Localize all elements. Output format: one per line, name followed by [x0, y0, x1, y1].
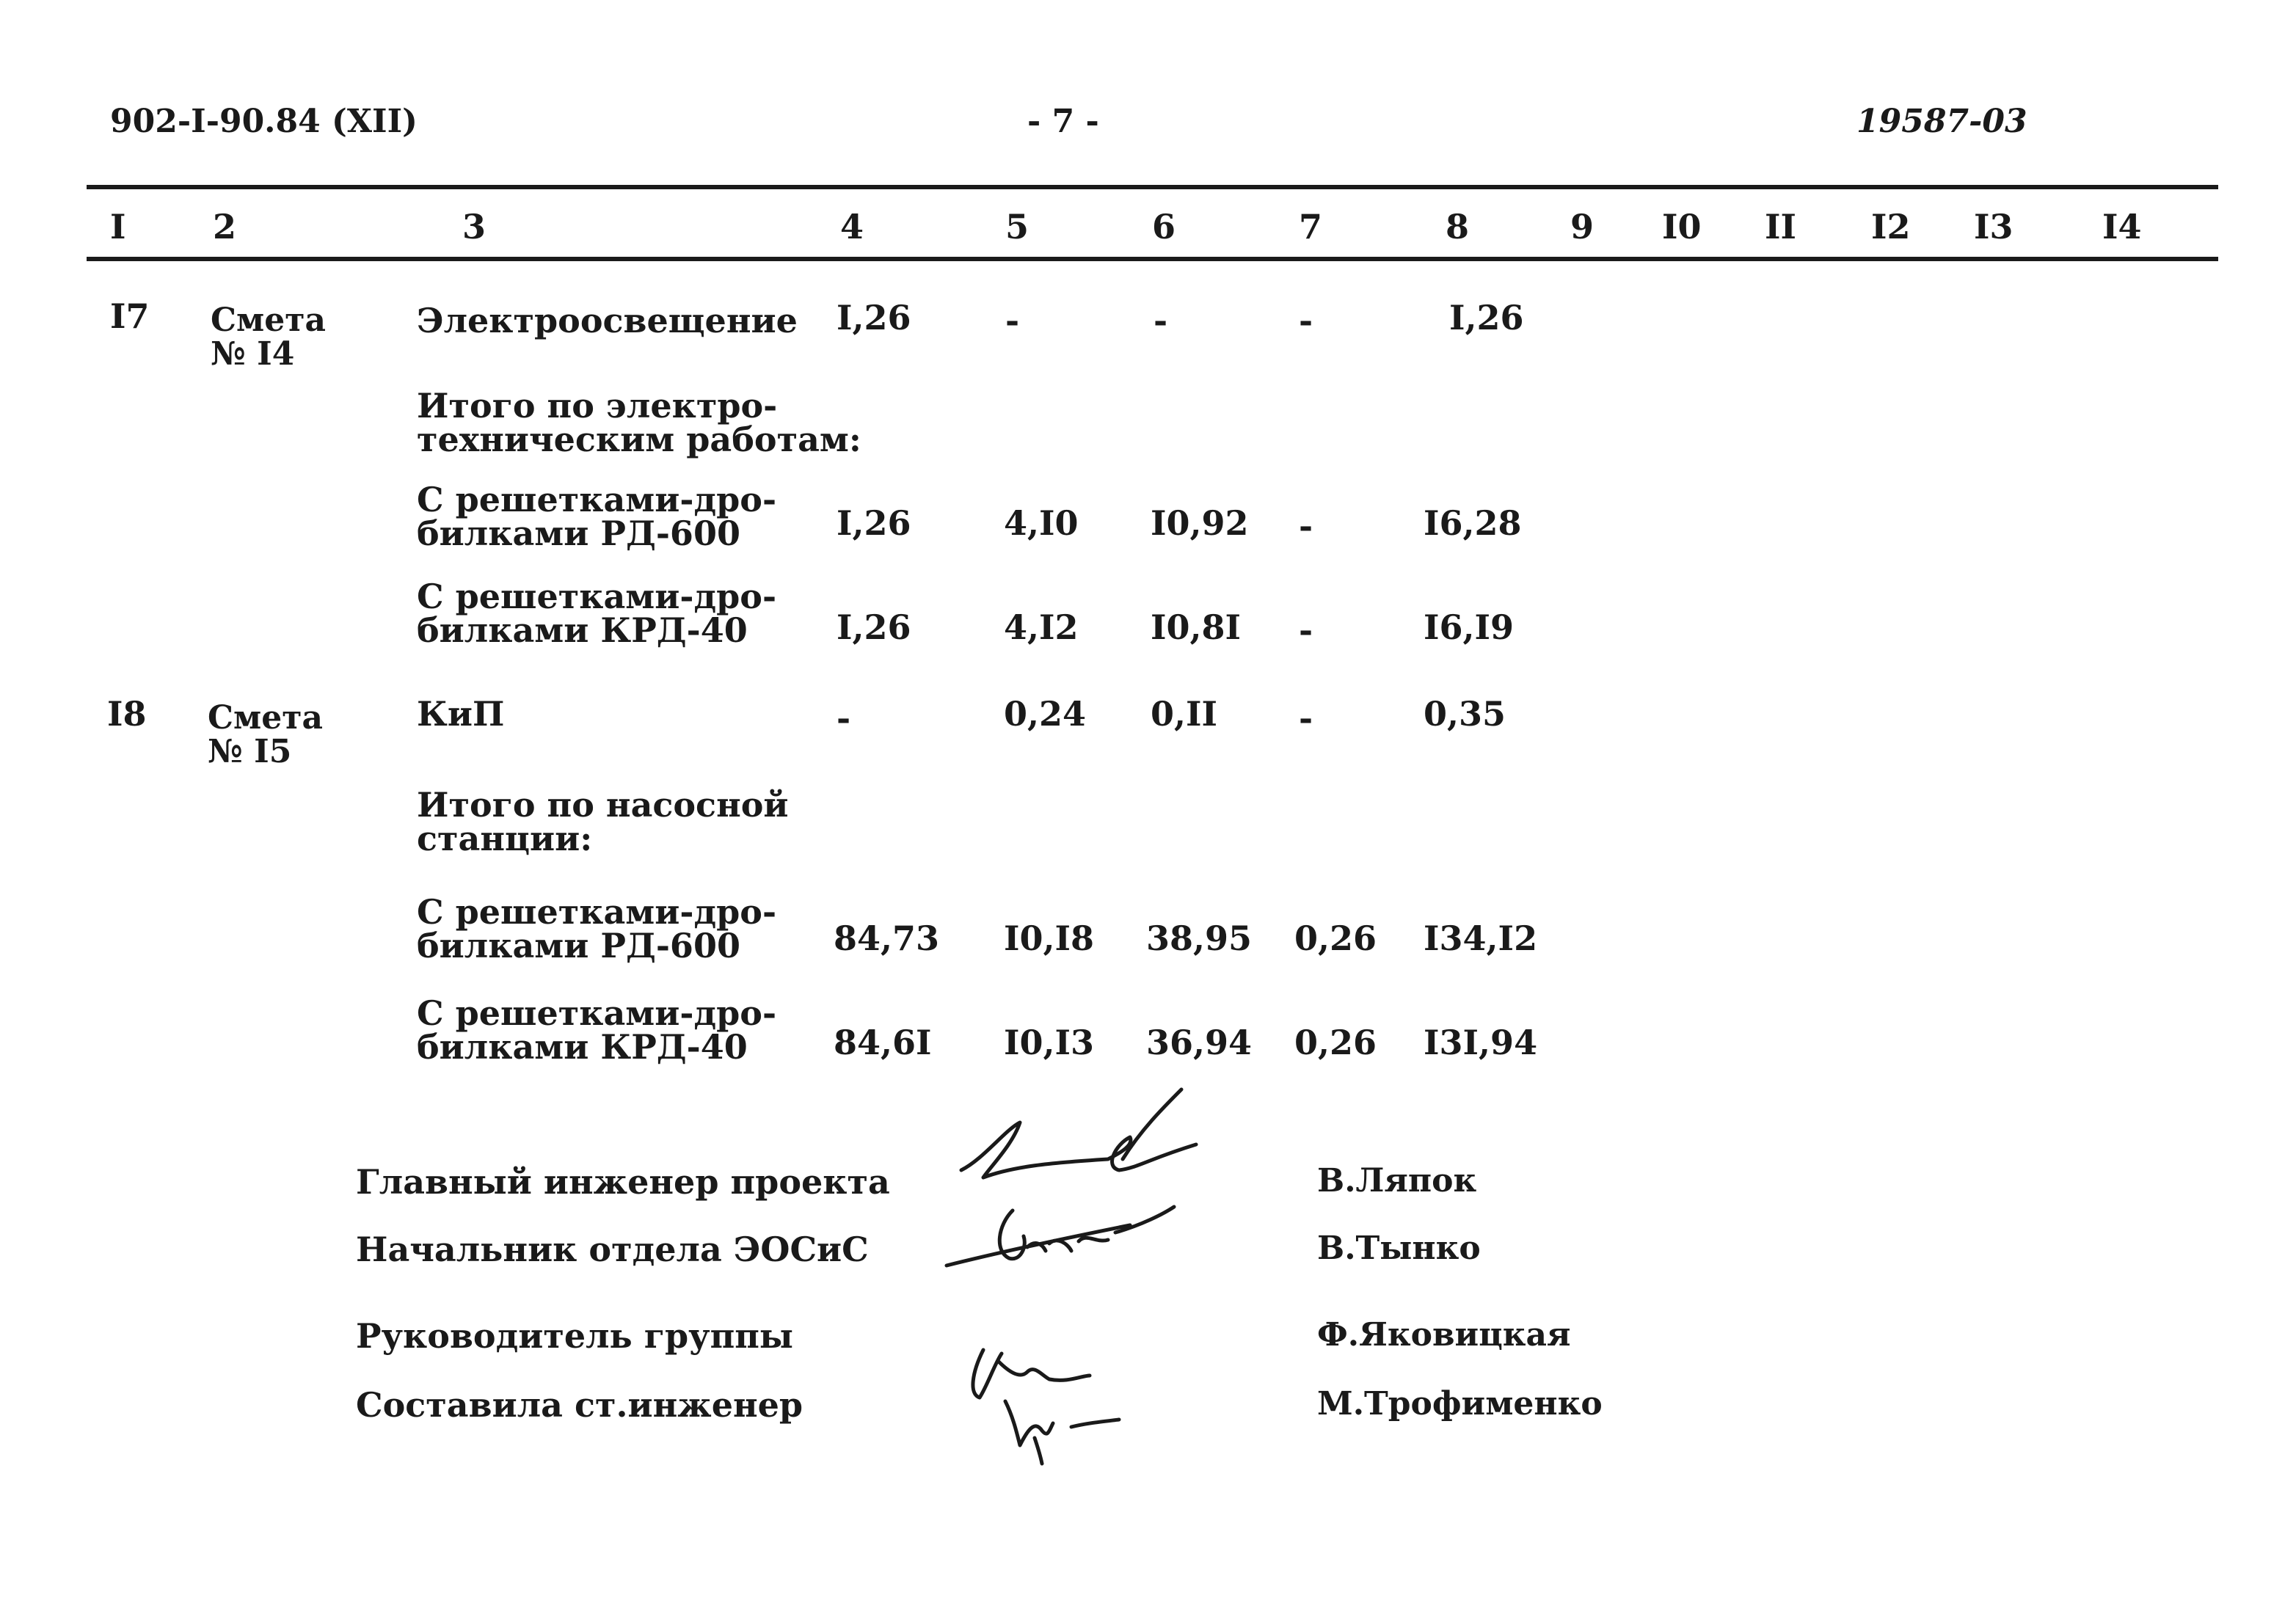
column-number-11: II — [1765, 207, 1797, 247]
document-code: 902-I-90.84 (XII) — [110, 103, 418, 140]
value-col-8: I,26 — [1449, 298, 1524, 337]
value-col-6: 0,II — [1151, 694, 1218, 734]
signatory-name: Ф.Яковицкая — [1317, 1316, 1571, 1354]
column-number-12: I2 — [1871, 207, 1911, 247]
value-col-5: I0,I3 — [1004, 1023, 1095, 1062]
value-col-5: 4,I2 — [1004, 607, 1079, 647]
archive-number: 19587-03 — [1856, 103, 2027, 140]
value-col-8: 0,35 — [1424, 694, 1506, 734]
value-col-4: I,26 — [837, 298, 911, 337]
value-col-5: 4,I0 — [1004, 503, 1079, 543]
value-col-7: - — [1299, 610, 1313, 650]
column-number-5: 5 — [1005, 207, 1029, 247]
value-col-5: I0,I8 — [1004, 919, 1095, 958]
value-col-8: I3I,94 — [1424, 1023, 1538, 1062]
value-col-8: I6,28 — [1424, 503, 1522, 543]
column-number-9: 9 — [1570, 207, 1595, 247]
signatory-name: В.Ляпок — [1317, 1162, 1477, 1199]
value-col-4: - — [837, 698, 851, 738]
column-number-4: 4 — [840, 207, 864, 247]
signatory-name: М.Трофименко — [1317, 1385, 1603, 1423]
value-col-6: I0,92 — [1151, 503, 1249, 543]
handwritten-signatures — [939, 1086, 1247, 1467]
value-col-4: 84,73 — [834, 919, 940, 958]
column-number-8: 8 — [1446, 207, 1470, 247]
estimate-ref: Смета № I5 — [208, 699, 324, 770]
column-number-1: I — [110, 207, 126, 247]
value-col-4: I,26 — [837, 503, 911, 543]
value-col-4: 84,6I — [834, 1023, 932, 1062]
work-name: КиП — [417, 694, 505, 734]
work-name: Электроосвещение — [417, 301, 798, 340]
value-col-6: 36,94 — [1146, 1023, 1253, 1062]
column-number-10: I0 — [1662, 207, 1702, 247]
value-col-7: 0,26 — [1294, 919, 1377, 958]
value-col-7: - — [1299, 506, 1313, 546]
column-number-14: I4 — [2102, 207, 2142, 247]
value-col-7: - — [1299, 698, 1313, 738]
signatory-name: В.Тынко — [1317, 1230, 1481, 1267]
column-number-6: 6 — [1152, 207, 1176, 247]
column-number-3: 3 — [462, 207, 486, 247]
column-number-7: 7 — [1299, 207, 1323, 247]
work-name: С решетками-дро- билками РД-600 — [417, 480, 777, 553]
signatory-role: Руководитель группы — [356, 1316, 794, 1356]
column-number-2: 2 — [213, 207, 237, 247]
work-name: С решетками-дро- билками КРД-40 — [417, 577, 777, 650]
value-col-4: I,26 — [837, 607, 911, 647]
row-number: I7 — [110, 296, 150, 336]
work-name: С решетками-дро- билками КРД-40 — [417, 993, 777, 1067]
subtotal-heading: Итого по насосной станции: — [417, 785, 789, 858]
page-number: - 7 - — [1027, 103, 1099, 140]
column-number-13: I3 — [1974, 207, 2013, 247]
table-header-rule — [87, 257, 2218, 261]
value-col-8: I34,I2 — [1424, 919, 1538, 958]
estimate-ref: Смета № I4 — [211, 302, 327, 373]
value-col-6: 38,95 — [1146, 919, 1253, 958]
value-col-6: I0,8I — [1151, 607, 1242, 647]
value-col-5: - — [1005, 301, 1020, 340]
subtotal-heading: Итого по электро- техническим работам: — [417, 386, 861, 459]
work-name: С решетками-дро- билками РД-600 — [417, 892, 777, 965]
signatory-role: Составила ст.инженер — [356, 1385, 803, 1425]
row-number: I8 — [107, 694, 147, 734]
signatory-role: Главный инженер проекта — [356, 1162, 890, 1202]
table-top-rule — [87, 185, 2218, 189]
value-col-7: - — [1299, 301, 1313, 340]
value-col-6: - — [1154, 301, 1168, 340]
signatory-role: Начальник отдела ЭОСиС — [356, 1230, 869, 1269]
value-col-8: I6,I9 — [1424, 607, 1515, 647]
value-col-5: 0,24 — [1004, 694, 1087, 734]
value-col-7: 0,26 — [1294, 1023, 1377, 1062]
